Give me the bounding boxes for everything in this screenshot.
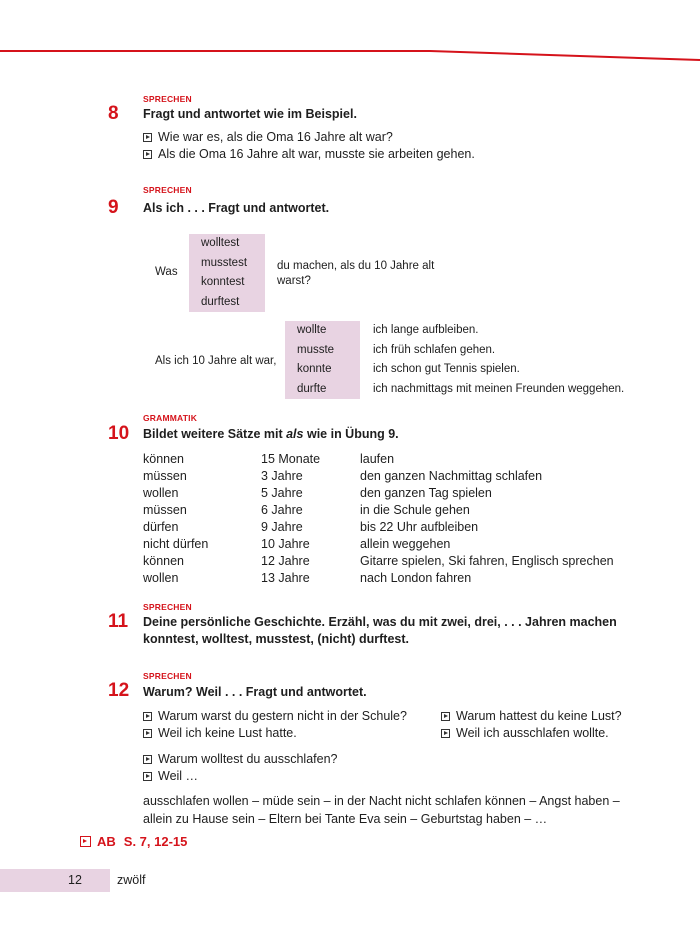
audio-line: [143, 708, 407, 725]
question-suffix: du machen, als du 10 Jahre alt: [277, 260, 435, 272]
example-question: Wie war es, als die Oma 16 Jahre alt war?: [158, 130, 393, 144]
exercise-category: SPRECHEN: [143, 602, 192, 612]
modal-option: konntest: [201, 276, 245, 288]
workbook-label: AB: [97, 834, 116, 849]
answer-ending: ich schon gut Tennis spielen.: [373, 363, 520, 375]
modal-option: musstest: [201, 256, 248, 269]
table-row: können 15 Monate laufen: [143, 452, 395, 466]
play-icon[interactable]: [143, 133, 152, 142]
modal-option: musste: [297, 343, 335, 356]
grammar-table: [143, 451, 643, 587]
modal-option: durfte: [297, 382, 327, 395]
exercise-number: 12: [108, 680, 130, 701]
audio-line: [441, 708, 622, 725]
audio-line: [143, 751, 337, 768]
table-row: wollen 13 Jahre nach London fahren: [143, 571, 472, 585]
play-icon[interactable]: [143, 755, 152, 764]
footer-bar: [0, 869, 110, 892]
play-icon[interactable]: [441, 729, 450, 738]
exercise-instruction: konntest, wolltest, musstest, (nicht) durftest.: [143, 632, 409, 646]
exercise-number: 9: [108, 197, 119, 218]
answer-prefix: Als ich 10 Jahre alt war,: [155, 355, 277, 367]
exercise-category: GRAMMATIK: [143, 413, 198, 423]
modal-option: durftest: [201, 295, 240, 308]
table-row: müssen 3 Jahre den ganzen Nachmittag schlafen: [143, 469, 543, 483]
table-row: nicht dürfen 10 Jahre allein weggehen: [143, 537, 451, 551]
exercise-instruction: Bildet weitere Sätze mit als wie in Übung 9.: [143, 427, 399, 441]
exercise-category: SPRECHEN: [143, 185, 192, 195]
exercise-category: SPRECHEN: [143, 94, 192, 104]
audio-line: [143, 129, 393, 146]
audio-line: [143, 146, 475, 163]
exercise-number: 11: [108, 611, 129, 632]
table-row: dürfen 9 Jahre bis 22 Uhr aufbleiben: [143, 520, 479, 534]
play-icon[interactable]: [143, 772, 152, 781]
exercise-category: SPRECHEN: [143, 671, 192, 681]
table-row: wollen 5 Jahre den ganzen Tag spielen: [143, 486, 492, 500]
answer-modal-options: [285, 321, 360, 399]
exercise-instruction: Deine persönliche Geschichte. Erzähl, was du mit zwei, drei, . . . Jahren machen: [143, 615, 617, 629]
modal-option: wollte: [297, 324, 327, 336]
workbook-reference[interactable]: [80, 834, 187, 849]
answer-ending: ich nachmittags mit meinen Freunden weggehen.: [373, 382, 625, 395]
exercise-number: 8: [108, 103, 119, 124]
dialogue-answer: Weil ich ausschlafen wollte.: [456, 726, 609, 740]
header-rule: [0, 0, 700, 80]
audio-line: [441, 725, 609, 742]
question-modal-options: [189, 234, 265, 312]
audio-line: [143, 768, 198, 785]
modal-option: konnte: [297, 363, 332, 375]
table-row: müssen 6 Jahre in die Schule gehen: [143, 503, 470, 517]
dialogue-question: Warum hattest du keine Lust?: [456, 709, 622, 723]
play-icon[interactable]: [143, 150, 152, 159]
example-answer: Als die Oma 16 Jahre alt war, musste sie arbeiten gehen.: [158, 147, 475, 161]
audio-line: [143, 725, 297, 742]
dialogue-question: Warum wolltest du ausschlafen?: [158, 752, 338, 766]
table-row: können 12 Jahre Gitarre spielen, Ski fahren, Englisch sprechen: [143, 554, 614, 568]
play-icon[interactable]: [143, 729, 152, 738]
question-prefix: Was: [155, 266, 178, 278]
dialogue-answer: Weil …: [158, 769, 199, 783]
modal-option: wolltest: [201, 237, 240, 249]
exercise-number: 10: [108, 423, 130, 444]
page-number-word: zwölf: [117, 873, 146, 887]
dialogue-question: Warum warst du gestern nicht in der Schule?: [158, 709, 407, 723]
dialogue-answer: Weil ich keine Lust hatte.: [158, 726, 297, 740]
exercise-instruction: Als ich . . . Fragt und antwortet.: [143, 201, 330, 215]
play-icon[interactable]: [441, 712, 450, 721]
exercise-instruction: Fragt und antwortet wie im Beispiel.: [143, 107, 357, 121]
play-icon[interactable]: [143, 712, 152, 721]
arrow-box-icon: [80, 836, 91, 847]
answer-ending: ich früh schlafen gehen.: [373, 343, 496, 356]
exercise-instruction: Warum? Weil . . . Fragt und antwortet.: [143, 685, 367, 699]
word-prompt-line: allein zu Hause sein – Eltern bei Tante Eva sein – Geburtstag haben – …: [143, 812, 548, 826]
word-prompt-line: ausschlafen wollen – müde sein – in der Nacht nicht schlafen können – Angst haben –: [143, 794, 620, 808]
answer-endings: [373, 321, 624, 399]
question-suffix: warst?: [277, 275, 311, 287]
workbook-pages: S. 7, 12-15: [123, 834, 188, 849]
word-prompts: [143, 792, 643, 828]
page-number: 12: [68, 873, 82, 887]
answer-ending: ich lange aufbleiben.: [373, 324, 479, 336]
